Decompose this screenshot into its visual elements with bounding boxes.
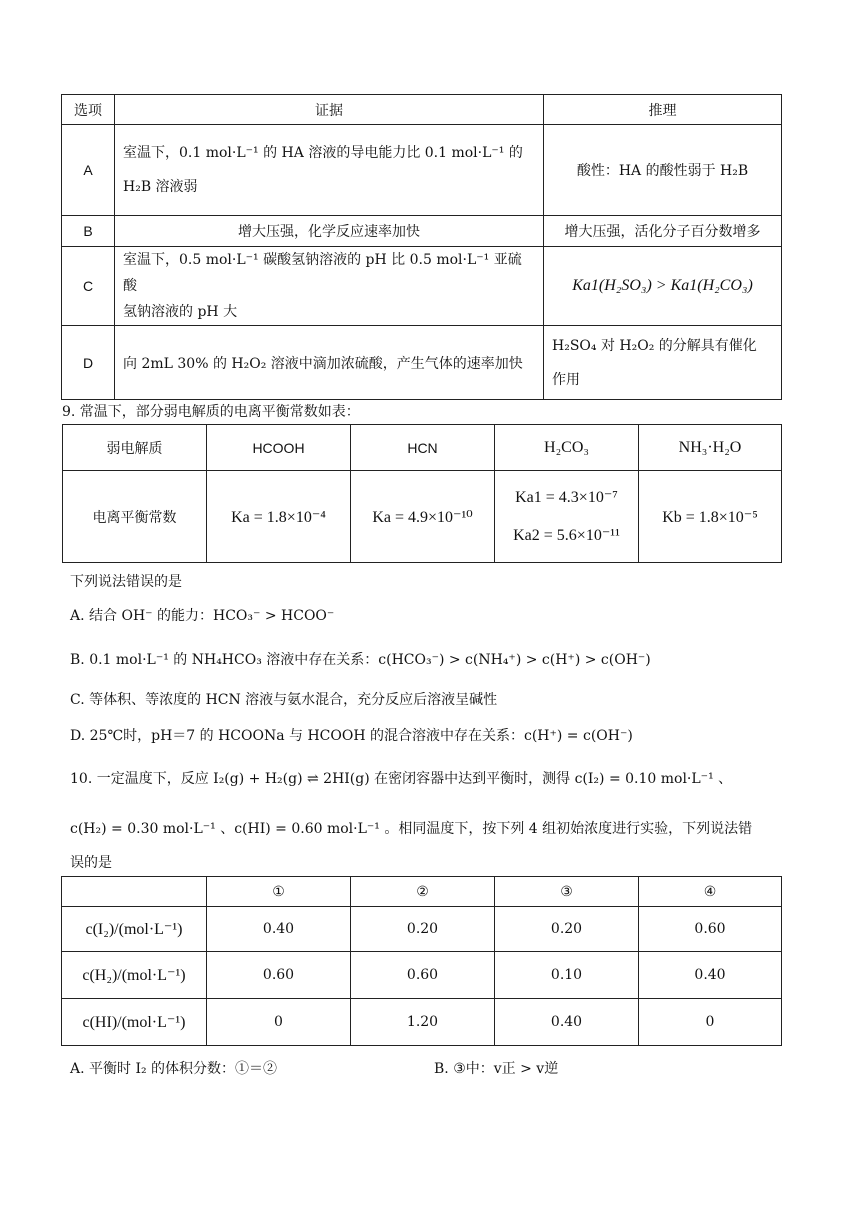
evidence-a-line2: H₂B 溶液弱 [123, 179, 198, 195]
evidence-c-line1: 室温下，0.5 mol·L⁻¹ 碳酸氢钠溶液的 pH 比 0.5 mol·L⁻¹ 亚硫酸 [123, 252, 522, 294]
q9-k-h2co3 [495, 471, 639, 563]
table-row [62, 952, 782, 999]
option-b: B [62, 216, 115, 247]
q10-cell: 0.20 [351, 907, 495, 952]
reasoning-c: Ka1(H₂SO₃) > Ka1(H₂CO₃) [544, 247, 782, 326]
q9-stem: 9. 常温下，部分弱电解质的电离平衡常数如表： [62, 404, 360, 420]
reasoning-d-line2: 作用 [552, 371, 580, 388]
q9-table [62, 424, 782, 563]
q10-cell: 0 [639, 999, 782, 1046]
q10-cell: 0.40 [207, 907, 351, 952]
q9-row-head-1: 弱电解质 [63, 425, 207, 471]
q10-option-a: A. 平衡时 I₂ 的体积分数：①＝② [70, 1061, 278, 1077]
q10-row-label-i2: c(I₂)/(mol·L⁻¹) [62, 907, 207, 952]
q10-cell: 0.40 [495, 999, 639, 1046]
q9-col-nh3: NH₃·H₂O [639, 425, 782, 471]
evidence-a-line1: 室温下，0.1 mol·L⁻¹ 的 HA 溶液的导电能力比 0.1 mol·L⁻¹ 的 [123, 145, 523, 161]
header-evidence: 证据 [115, 95, 544, 125]
evidence-c-line2: 氢钠溶液的 pH 大 [123, 304, 238, 320]
q10-row-label-h2: c(H₂)/(mol·L⁻¹) [62, 952, 207, 999]
q10-cell: 0.60 [639, 907, 782, 952]
q9-option-b: B. 0.1 mol·L⁻¹ 的 NH₄HCO₃ 溶液中存在关系：c(HCO₃⁻) > c(NH₄⁺) > c(H⁺) > c(OH⁻) [70, 652, 651, 668]
q10-cell: 0.10 [495, 952, 639, 999]
q9-k-nh3: Kb = 1.8×10⁻⁵ [639, 471, 782, 563]
q10-col-4: ④ [639, 877, 782, 907]
q9-option-d: D. 25℃时，pH＝7 的 HCOONa 与 HCOOH 的混合溶液中存在关系：c(H⁺) = c(OH⁻) [70, 728, 633, 744]
q9-col-hcooh: HCOOH [207, 425, 351, 471]
q9-col-h2co3: H₂CO₃ [495, 425, 639, 471]
option-a: A [62, 125, 115, 216]
q10-stem-line1: 10. 一定温度下，反应 I₂(g) + H₂(g) ⇌ 2HI(g) 在密闭容器中达到平衡时，测得 c(I₂) = 0.10 mol·L⁻¹ 、 [70, 771, 733, 787]
q10-cell: 0 [207, 999, 351, 1046]
option-c: C [62, 247, 115, 326]
q9-k-h2co3-1: Ka1 = 4.3×10⁻⁷ [515, 488, 618, 506]
q9-row-head-2: 电离平衡常数 [63, 471, 207, 563]
table-row [62, 326, 782, 400]
evidence-a [115, 125, 544, 216]
evidence-b: 增大压强，化学反应速率加快 [115, 216, 544, 247]
q10-table [61, 876, 782, 1046]
q9-ask: 下列说法错误的是 [70, 574, 182, 590]
q10-cell: 1.20 [351, 999, 495, 1046]
reasoning-a: 酸性：HA 的酸性弱于 H₂B [544, 125, 782, 216]
q10-cell: 0.60 [207, 952, 351, 999]
q10-cell: 0.60 [351, 952, 495, 999]
q8-table [61, 94, 782, 400]
q10-stem-line2: c(H₂) = 0.30 mol·L⁻¹ 、c(HI) = 0.60 mol·L⁻¹ 。相同温度下，按下列 4 组初始浓度进行实验，下列说法错 [70, 821, 753, 837]
evidence-c [115, 247, 544, 326]
evidence-d: 向 2mL 30% 的 H₂O₂ 溶液中滴加浓硫酸，产生气体的速率加快 [115, 326, 544, 400]
option-d: D [62, 326, 115, 400]
table-row [62, 216, 782, 247]
q10-option-b: B. ③中：v正 > v逆 [434, 1061, 559, 1077]
q9-k-h2co3-2: Ka2 = 5.6×10⁻¹¹ [513, 526, 620, 544]
table-row [62, 247, 782, 326]
header-reasoning: 推理 [544, 95, 782, 125]
q10-row-label-hi: c(HI)/(mol·L⁻¹) [62, 999, 207, 1046]
q9-option-a: A. 结合 OH⁻ 的能力：HCO₃⁻ > HCOO⁻ [70, 608, 335, 624]
q10-cell: 0.20 [495, 907, 639, 952]
q9-option-c: C. 等体积、等浓度的 HCN 溶液与氨水混合，充分反应后溶液呈碱性 [70, 692, 498, 708]
q9-k-hcn: Ka = 4.9×10⁻¹⁰ [351, 471, 495, 563]
q10-col-3: ③ [495, 877, 639, 907]
table-row [62, 907, 782, 952]
q10-col-1: ① [207, 877, 351, 907]
q10-col-2: ② [351, 877, 495, 907]
table-row [62, 125, 782, 216]
table-row [62, 999, 782, 1046]
q10-corner-cell [62, 877, 207, 907]
q10-stem-line3: 误的是 [70, 855, 112, 871]
q9-k-hcooh: Ka = 1.8×10⁻⁴ [207, 471, 351, 563]
q9-col-hcn: HCN [351, 425, 495, 471]
reasoning-d [544, 326, 782, 400]
q10-cell: 0.40 [639, 952, 782, 999]
reasoning-d-line1: H₂SO₄ 对 H₂O₂ 的分解具有催化 [552, 337, 757, 354]
reasoning-b: 增大压强，活化分子百分数增多 [544, 216, 782, 247]
header-option: 选项 [62, 95, 115, 125]
